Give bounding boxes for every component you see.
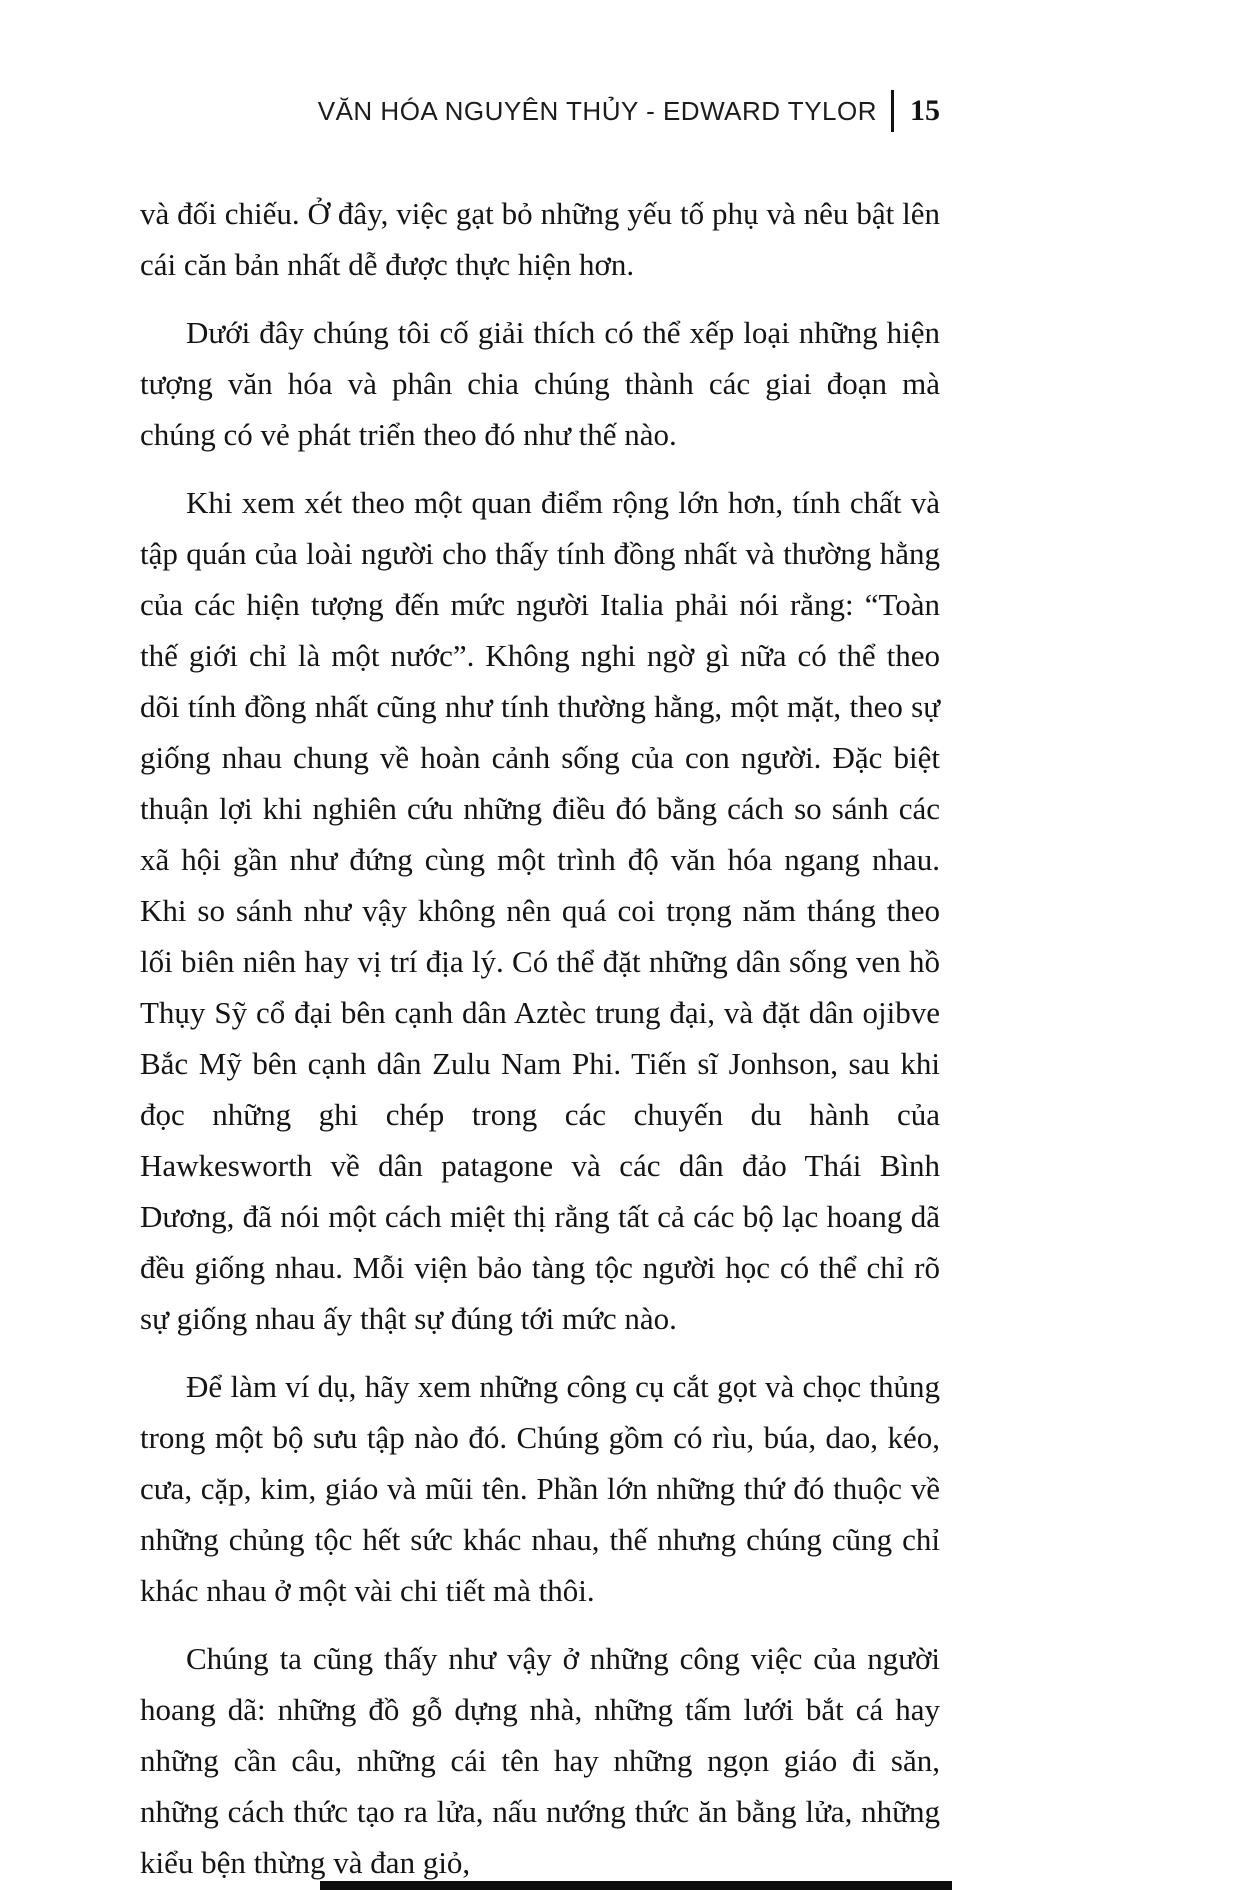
body-paragraph: Khi xem xét theo một quan điểm rộng lớn hơn, tính chất và tập quán của loài người cho thấy tính đồng nhất và thường hằng của các hiện tượng đến mức người Italia phải nói rằng: “Toàn thế giới chỉ là một nước”. Không nghi ngờ gì nữa có thể theo dõi tính đồng nhất cũng như tính thường hằng, một mặt, theo sự giống nhau chung về hoàn cảnh sống của con người. Đặc biệt thuận lợi khi nghiên cứu những điều đó bằng cách so sánh các xã hội gần như đứng cùng một trình độ văn hóa ngang nhau. Khi so sánh như vậy không nên quá coi trọng năm tháng theo lối biên niên hay vị trí địa lý. Có thể đặt những dân sống ven hồ Thụy Sỹ cổ đại bên cạnh dân Aztèc trung đại, và đặt dân ojibve Bắc Mỹ bên cạnh dân Zulu Nam Phi. Tiến sĩ Jonhson, sau khi đọc những ghi chép trong các chuyến du hành của Hawkesworth về dân patagone và các dân đảo Thái Bình Dương, đã nói một cách miệt thị rằng tất cả các bộ lạc hoang dã đều giống nhau. Mỗi viện bảo tàng tộc người học có thể chỉ rõ sự giống nhau ấy thật sự đúng tới mức nào.	[140, 485, 940, 1336]
body-paragraph: Chúng ta cũng thấy như vậy ở những công việc của người hoang dã: những đồ gỗ dựng nhà, những tấm lưới bắt cá hay những cần câu, những cái tên hay những ngọn giáo đi săn, những cách thức tạo ra lửa, nấu nướng thức ăn bằng lửa, những kiểu bện thừng và đan giỏ,	[140, 1641, 940, 1880]
body-paragraph: Để làm ví dụ, hãy xem những công cụ cắt gọt và chọc thủng trong một bộ sưu tập nào đó. Chúng gồm có rìu, búa, dao, kéo, cưa, cặp, kim, giáo và mũi tên. Phần lớn những thứ đó thuộc về những chủng tộc hết sức khác nhau, thế nhưng chúng cũng chỉ khác nhau ở một vài chi tiết mà thôi.	[140, 1369, 940, 1608]
header-vertical-rule	[891, 90, 894, 132]
scan-artifact-bar	[320, 1881, 952, 1890]
running-header	[140, 90, 940, 132]
body-paragraph: và đối chiếu. Ở đây, việc gạt bỏ những yếu tố phụ và nêu bật lên cái căn bản nhất dễ được thực hiện hơn.	[140, 196, 940, 282]
page-body	[140, 188, 940, 1890]
page-number: 15	[910, 94, 940, 127]
running-header-title: VĂN HÓA NGUYÊN THỦY - EDWARD TYLOR	[317, 95, 877, 126]
body-paragraph: Dưới đây chúng tôi cố giải thích có thể xếp loại những hiện tượng văn hóa và phân chia chúng thành các giai đoạn mà chúng có vẻ phát triển theo đó như thế nào.	[140, 315, 940, 452]
